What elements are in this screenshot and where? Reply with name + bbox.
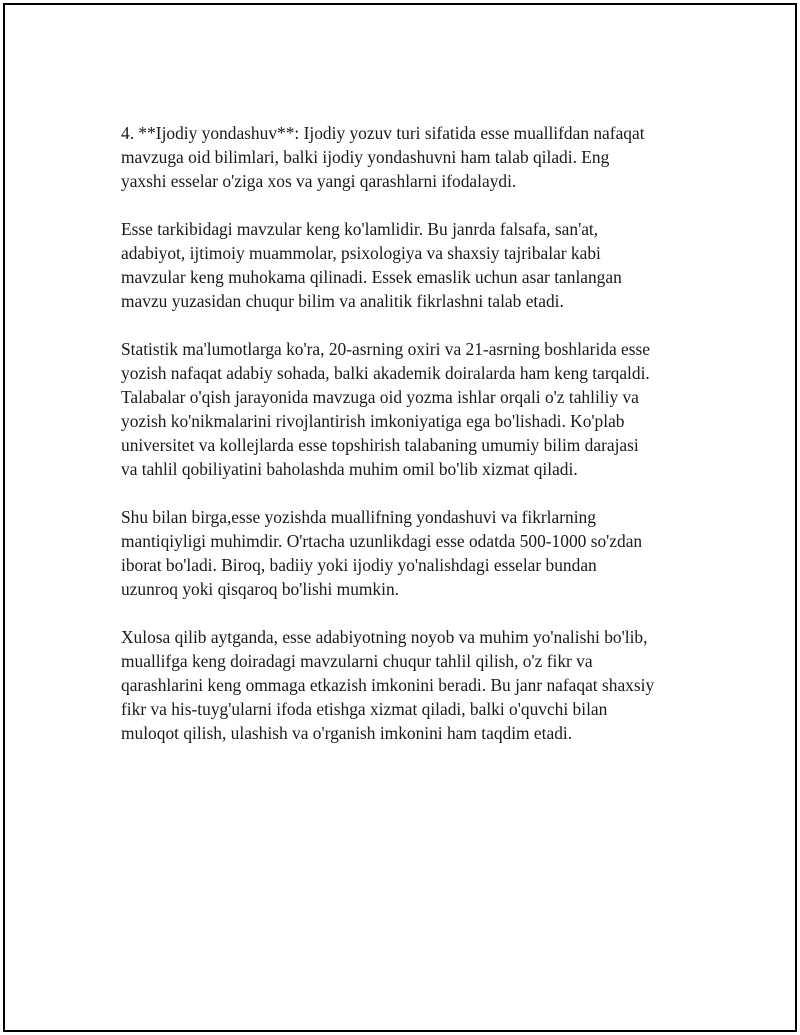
paragraph-conclusion	[121, 625, 721, 745]
text-line: universitet va kollejlarda esse topshirish talabaning umumiy bilim darajasi	[121, 435, 639, 455]
text-line: uzunroq yoki qisqaroq bo'lishi mumkin.	[121, 579, 399, 599]
text-line: va tahlil qobiliyatini baholashda muhim omil bo'lib xizmat qiladi.	[121, 459, 578, 479]
text-line: fikr va his-tuyg'ularni ifoda etishga xizmat qiladi, balki o'quvchi bilan	[121, 699, 608, 719]
text-line: yozish ko'nikmalarini rivojlantirish imkoniyatiga ega bo'lishadi. Ko'plab	[121, 411, 625, 431]
text-line: 4. **Ijodiy yondashuv**: Ijodiy yozuv turi sifatida esse muallifdan nafaqat	[121, 123, 645, 143]
text-line: muallifga keng doiradagi mavzularni chuqur tahlil qilish, o'z fikr va	[121, 651, 593, 671]
text-line: mavzu yuzasidan chuqur bilim va analitik fikrlashni talab etadi.	[121, 291, 564, 311]
paragraph-essay-length	[121, 505, 721, 601]
text-line: qarashlarini keng ommaga etkazish imkonini beradi. Bu janr nafaqat shaxsiy	[121, 675, 655, 695]
text-line: iborat bo'ladi. Biroq, badiiy yoki ijodiy yo'nalishdagi esselar bundan	[121, 555, 597, 575]
text-line: mavzuga oid bilimlari, balki ijodiy yondashuvni ham talab qiladi. Eng	[121, 147, 610, 167]
paragraph-creative-approach	[121, 121, 721, 193]
text-line: yaxshi esselar o'ziga xos va yangi qarashlarni ifodalaydi.	[121, 171, 517, 191]
text-line: Esse tarkibidagi mavzular keng ko'lamlidir. Bu janrda falsafa, san'at,	[121, 219, 599, 239]
text-line: mavzular keng muhokama qilinadi. Essek emaslik uchun asar tanlangan	[121, 267, 622, 287]
text-line: mantiqiyligi muhimdir. O'rtacha uzunlikdagi esse odatda 500-1000 so'zdan	[121, 531, 643, 551]
document-body	[121, 121, 721, 769]
text-line: Xulosa qilib aytganda, esse adabiyotning noyob va muhim yo'nalishi bo'lib,	[121, 627, 648, 647]
text-line: Talabalar o'qish jarayonida mavzuga oid yozma ishlar orqali o'z tahliliy va	[121, 387, 639, 407]
text-line: Statistik ma'lumotlarga ko'ra, 20-asrning oxiri va 21-asrning boshlarida esse	[121, 339, 651, 359]
text-line: muloqot qilish, ulashish va o'rganish imkonini ham taqdim etadi.	[121, 723, 573, 743]
text-line: yozish nafaqat adabiy sohada, balki akademik doiralarda ham keng tarqaldi.	[121, 363, 650, 383]
text-line: Shu bilan birga,esse yozishda muallifning yondashuvi va fikrlarning	[121, 507, 596, 527]
paragraph-statistics	[121, 337, 721, 481]
text-line: adabiyot, ijtimoiy muammolar, psixologiya va shaxsiy tajribalar kabi	[121, 243, 601, 263]
paragraph-essay-topics	[121, 217, 721, 313]
document-page	[3, 3, 797, 1032]
